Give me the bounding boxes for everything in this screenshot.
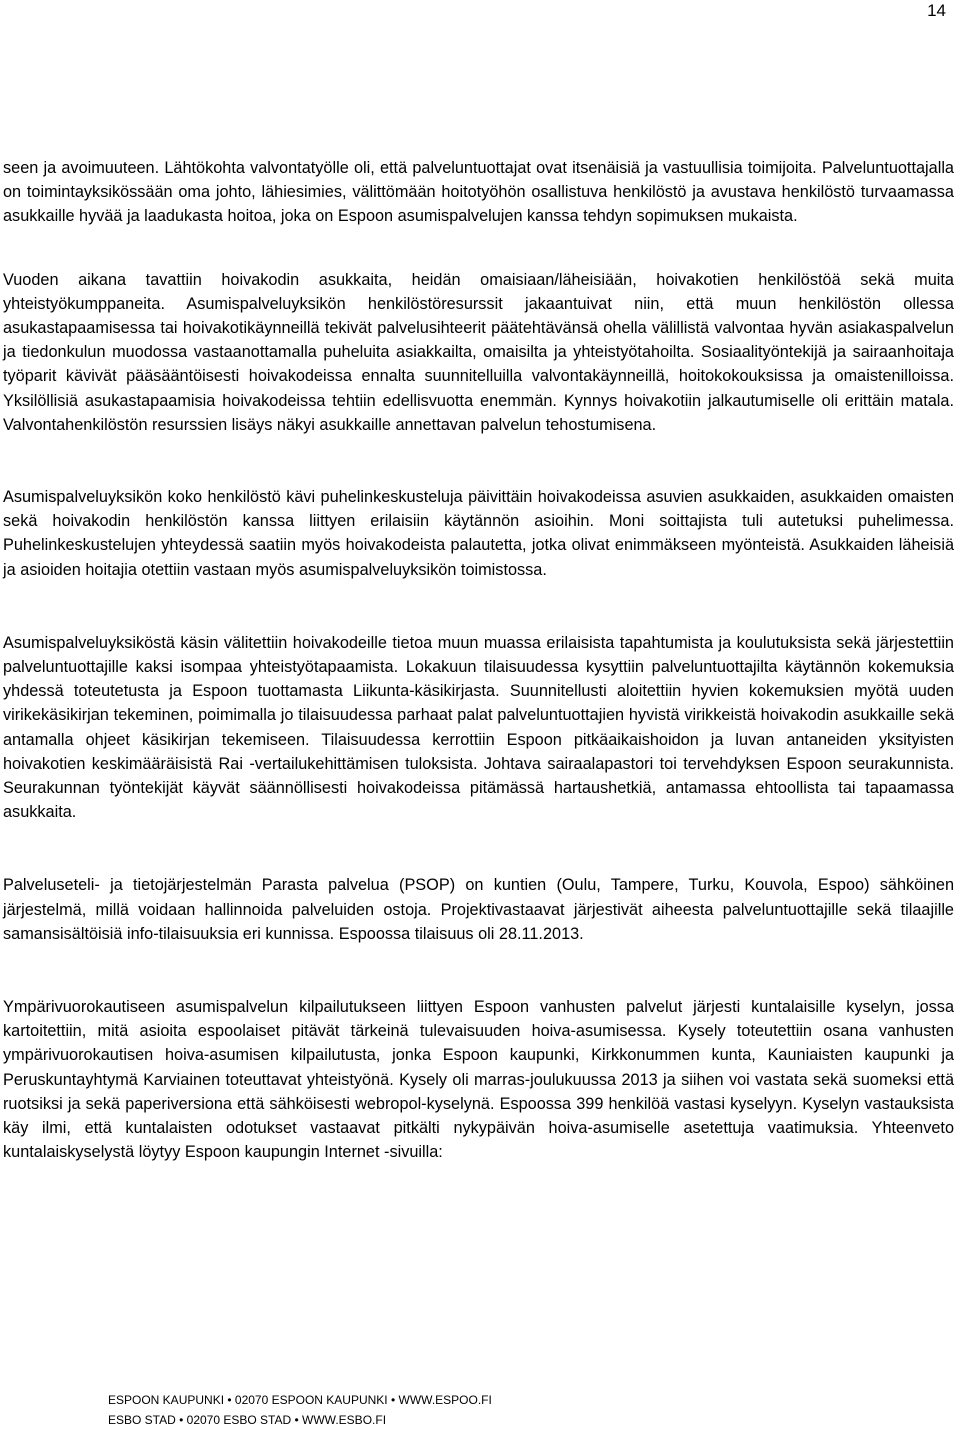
footer-line-swedish: ESBO STAD • 02070 ESBO STAD • WWW.ESBO.FI bbox=[108, 1413, 387, 1427]
paragraph-2: Vuoden aikana tavattiin hoivakodin asukkaita, heidän omaisiaan/läheisiään, hoivakotien henkilöstöä sekä muita yhteistyökumppaneita. Asumispalveluyksikön henkilöstöresurssit jakaantuivat niin, että muun henkilöstön ollessa asukastapaamisessa tai hoivakotikäynneillä tekivät palvelusihteerit päätehtävänsä ohella välillistä valvontaa hyvän asiakaspalvelun ja tiedonkulun muodossa vastaanottamalla puheluita asiakkailta, omaisilta ja yhteistyötahoilta. Sosiaalityöntekijä ja sairaanhoitaja työparit kävivät pääsääntöisesti hoivakodeissa ennalta suunnitelluilla valvontakäynneillä, hoitokokouksissa ja omaistenilloissa. Yksilöllisiä asukastapaamisia hoivakodeissa tehtiin edellisvuotta enemmän. Kynnys hoivakotiin jalkautumiselle oli erittäin matala. Valvontahenkilöstön resurssien lisäys näkyi asukkaille annettavan palvelun tehostumisena. bbox=[3, 270, 954, 434]
paragraph-5: Palveluseteli- ja tietojärjestelmän Parasta palvelua (PSOP) on kuntien (Oulu, Tampere, Turku, Kouvola, Espoo) sähköinen järjestelmä, millä voidaan hallinnoida palveluiden ostoja. Projektivastaavat järjestivät aiheesta palveluntuottajille sekä tilaajille samansisältöisiä info-tilaisuuksia eri kunnissa. Espoossa tilaisuus oli 28.11.2013. bbox=[3, 876, 954, 943]
footer-line-finnish: ESPOON KAUPUNKI • 02070 ESPOON KAUPUNKI • WWW.ESPOO.FI bbox=[108, 1393, 492, 1407]
page-footer bbox=[108, 1390, 492, 1430]
paragraph-3: Asumispalveluyksikön koko henkilöstö kävi puhelinkeskusteluja päivittäin hoivakodeissa asuvien asukkaiden, asukkaiden omaisten sekä hoivakodin henkilöstön kanssa liittyen erilaisiin käytännön asioihin. Moni soittajista tuli autetuksi puhelimessa. Puhelinkeskustelujen yhteydessä saatiin myös hoivakodeista palautetta, jotka olivat enimmäkseen myönteistä. Asukkaiden läheisiä ja asioiden hoitajia otettiin vastaan myös asumispalveluyksikön toimistossa. bbox=[3, 488, 954, 579]
paragraph-6: Ympärivuorokautiseen asumispalvelun kilpailutukseen liittyen Espoon vanhusten palvelut järjesti kuntalaisille kyselyn, jossa kartoitettiin, mitä asioita espoolaiset pitävät tärkeinä tulevaisuuden hoiva-asumisessa. Kysely toteutettiin osana vanhusten ympärivuorokautisen hoiva-asumisen kilpailutusta, jonka Espoon kaupunki, Kirkkonummen kunta, Kauniaisten kaupunki ja Peruskuntayhtymä Karviainen toteuttavat yhteistyönä. Kysely oli marras-joulukuussa 2013 ja siihen voi vastata sekä suomeksi että ruotsiksi ja sekä paperiversiona että sähköisesti webropol-kyselynä. Espoossa 399 henkilöä vastasi kyselyyn. Kyselyn vastauksista käy ilmi, että kuntalaisten odotukset vastaavat pitkälti nykypäivän hoiva-asumiselle asetettuja vaatimuksia. Yhteenveto kuntalaiskyselystä löytyy Espoon kaupungin Internet -sivuilla: bbox=[3, 998, 954, 1162]
paragraph-1: seen ja avoimuuteen. Lähtökohta valvontatyölle oli, että palveluntuottajat ovat itsenäisiä ja vastuullisia toimijoita. Palveluntuottajalla on toimintayksikössään oma johto, lähiesimies, välittömään hoitotyöhön osallistuva henkilöstö ja avustava henkilöstö turvaamassa asukkaille hyvää ja laadukasta hoitoa, joka on Espoon asumispalvelujen kanssa tehdyn sopimuksen mukaista. bbox=[3, 159, 954, 226]
document-body bbox=[3, 156, 954, 1165]
page-number: 14 bbox=[927, 1, 946, 20]
paragraph-4: Asumispalveluyksiköstä käsin välitettiin hoivakodeille tietoa muun muassa erilaisista tapahtumista ja koulutuksista sekä järjestettiin palveluntuottajille kaksi isompaa yhteistyötapaamista. Lokakuun tilaisuudessa kysyttiin palveluntuottajilta käytännön kokemuksia yhdessä toteutetusta ja Espoon tuottamasta Liikunta-käsikirjasta. Suunnitellusti aloitettiin hyvien kokemuksien myötä uuden virikekäsikirjan tekeminen, poimimalla jo tilaisuudessa parhaat palat palveluntuottajien hyvistä virikkeistä hoivakodin asukkaille sekä antamalla ohjeet käsikirjan tekemiseen. Tilaisuudessa kerrottiin Espoon pitkäaikaishoidon ja luvan antaneiden yksityisten hoivakotien keskimääräisistä Rai -vertailukehittämisen tuloksista. Johtava sairaalapastori toi tervehdyksen Espoon seurakunnista. Seurakunnan työntekijät käyvät säännöllisesti hoivakodeissa pitämässä hartaushetkiä, antamassa ehtoollista tai tapaamassa asukkaita. bbox=[3, 633, 954, 822]
